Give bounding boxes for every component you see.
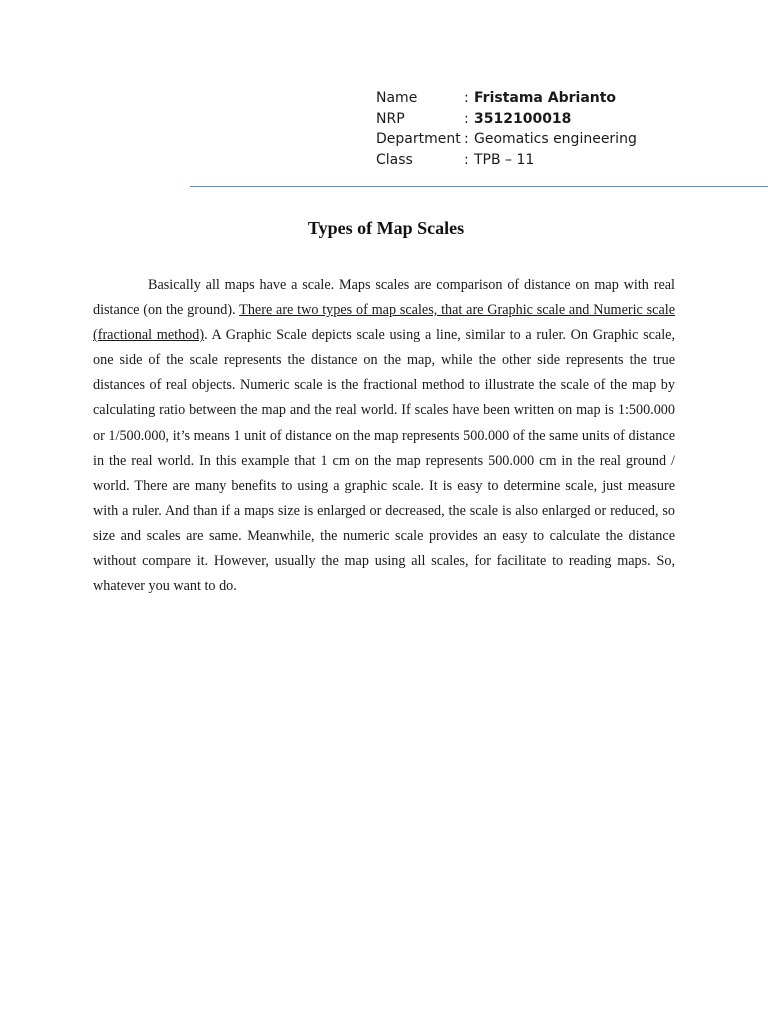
class-colon: :	[464, 151, 469, 168]
nrp-colon: :	[464, 110, 469, 127]
nrp-value: 3512100018	[474, 110, 572, 127]
info-row-department	[376, 129, 637, 150]
nrp-label: NRP	[376, 110, 405, 127]
department-colon: :	[464, 131, 469, 147]
page-title: Types of Map Scales	[307, 218, 465, 238]
class-value: TPB – 11	[474, 151, 535, 168]
department-label: Department	[376, 131, 461, 147]
name-label: Name	[376, 90, 418, 106]
class-label: Class	[376, 151, 413, 168]
paragraph-text-intro: Basically all maps have a scale. Maps scales are comparison of distance on map with real distance (on the ground).	[93, 277, 675, 319]
paragraph-text-underlined: There are two types of map scales, that are Graphic scale and Numeric scale (fractional method)	[93, 302, 675, 344]
department-value: Geomatics engineering	[474, 131, 637, 147]
header-divider	[190, 186, 768, 187]
info-row-class	[376, 150, 637, 171]
info-row-name	[376, 88, 637, 109]
info-row-nrp	[376, 109, 637, 130]
body-paragraph	[93, 273, 675, 599]
student-info-block	[376, 88, 637, 170]
paragraph-text-rest: . A Graphic Scale depicts scale using a line, similar to a ruler. On Graphic scale, one side of the scale represents the distance on the map, while the other side represents the true distances of real objects. Numeric scale is the fractional method to illustrate the scale of the map by calculating ratio between the map and the real world. If scales have been written on map is 1:500.000 or 1/500.000, it’s means 1 unit of distance on the map represents 500.000 of the same units of distance in the real world. In this example that 1 cm on the map represents 500.000 cm in the real ground / world. There are many benefits to using a graphic scale. It is easy to determine scale, just measure with a ruler. And than if a maps size is enlarged or decreased, the scale is also enlarged or reduced, so size and scales are same. Meanwhile, the numeric scale provides an easy to calculate the distance without compare it. However, usually the map using all scales, for facilitate to reading maps. So, whatever you want to do.	[93, 327, 676, 595]
name-colon: :	[464, 90, 469, 106]
name-value: Fristama Abrianto	[474, 90, 617, 106]
